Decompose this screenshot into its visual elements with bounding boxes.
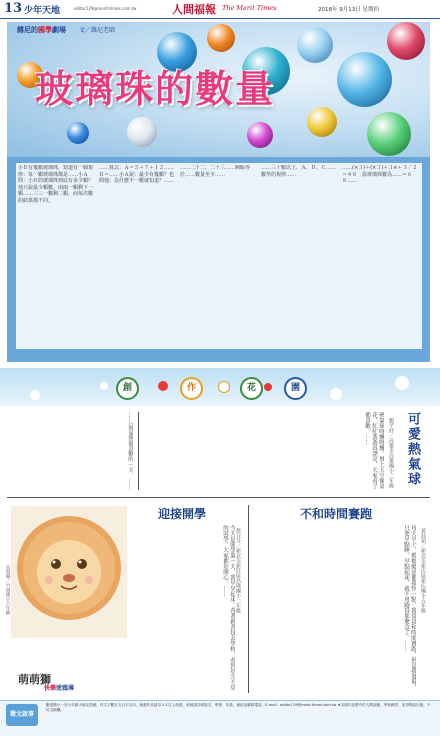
- lion-image: [11, 506, 127, 638]
- decor-dot: [158, 381, 168, 391]
- column-badge: 雜尼的國學劇場: [17, 26, 66, 34]
- article-a-text: 今天是開學第一天，我早早起床，背著新書包去學校，看到好久不見的同學，大家都好開心。……: [222, 525, 235, 690]
- section-badge: 花: [240, 377, 263, 400]
- poem-title: 可愛熱氣球: [405, 412, 420, 487]
- marble-image: [207, 24, 235, 52]
- section-title: 少年天地: [24, 6, 61, 16]
- decor-dot: [218, 381, 230, 393]
- article-b-author: 黃鈺茹／新北市新店區新店國小五年級: [420, 528, 426, 613]
- decor-dot: [100, 382, 108, 390]
- article-column: ……算式：Ａ＝５＋７＋１２……Ｂ＝……小Ａ說：最少有幾顆？也問他：為什麼不一數就知道？……: [99, 165, 175, 185]
- page-number: 13: [4, 1, 23, 16]
- article-column: ……(×３)＋(×３)＋３×＋３／２＝４８ 設玻璃珠數為……＝６８……: [342, 165, 418, 185]
- decor-dot: [264, 383, 272, 391]
- marble-image: [127, 117, 157, 147]
- marble-image: [247, 122, 273, 148]
- marble-image: [307, 107, 337, 137]
- article-b-text: 每天早上，媽媽總是催我快一點，我常常和時間賽跑，但是我發現，只要早點睡、早點起床，就不用跑得那麼急了。……: [403, 525, 416, 690]
- poem-author: 劉芊妤／高雄市高雄國小三年級: [388, 418, 394, 488]
- paper-logo-en: The Merit Times: [222, 4, 277, 12]
- article-a-title: 迎接開學: [158, 507, 207, 521]
- row-divider: [7, 497, 430, 498]
- footer-text: 歡迎國小一至六年級小朋友投稿，作文字數在五百字以內，繪畫作品請以Ａ４以上紙張，來稿請註明姓名、學校、年級、地址及聯絡電話。E-mail：editor129@merit-times.com.tw ★本版作品將刊於人間福報、學校網頁，並得集結出版，不另支稿酬。: [46, 703, 431, 712]
- article-b-title: 不和時間賽跑: [300, 507, 373, 521]
- drawing-author: 快樂塗鴉薄: [44, 685, 75, 692]
- article-a-author: 蔡宜芬／新北市新莊區昌隆國小二年級: [235, 528, 241, 613]
- article-text-area: [16, 163, 422, 349]
- article-column: ……二十二、二十三……剩餘等於……數量至少……: [180, 165, 251, 178]
- feature-author: 文／雜尼老師: [79, 27, 116, 34]
- decor-dot: [395, 376, 409, 390]
- editor-email: editor129@merit-times.com.tw: [74, 6, 137, 11]
- marble-image: [297, 27, 333, 63]
- marble-image: [367, 112, 411, 156]
- marble-image: [387, 22, 425, 60]
- paper-logo: 人間福報: [172, 3, 216, 16]
- drawing-credit: 苗栗縣／竹南國小六年級: [5, 565, 10, 615]
- section-badge: 創: [116, 377, 139, 400]
- call-for-submissions-badge: 徵文啟事: [6, 704, 38, 726]
- section-strip: [0, 368, 440, 406]
- section-badge: 園: [284, 377, 307, 400]
- feature-article: [7, 157, 430, 362]
- decor-dot: [30, 390, 40, 400]
- marble-image: [337, 52, 392, 107]
- drawing-title: 萌萌獅: [18, 673, 51, 686]
- column-divider: [138, 412, 139, 490]
- poem-text: 熱氣球呀飄呀飄，飛上天空像朵花，紅紅黃黃真漂亮，大家看了都喜歡。……: [364, 412, 384, 489]
- column-divider: [248, 505, 249, 693]
- issue-date: 2018年 9月13日 星期四: [318, 7, 379, 13]
- article-column: ……三十顆以上、Ａ、Ｂ、Ｃ……數學的規律……: [261, 165, 337, 178]
- decor-dot: [330, 388, 342, 400]
- feature-banner: [7, 22, 430, 157]
- article-column: 小Ｂ有幾顆玻璃珠，知道有一個規律：每一顆玻璃珠都是……小Ａ問：小Ｂ的玻璃珠到底有多少顆？他只說最少顆數，兩兩一顆剩下一顆……三三一數剩二顆，而每次數的結果都不同。: [18, 165, 94, 204]
- section-badge: 作: [180, 377, 203, 400]
- marble-image: [67, 122, 89, 144]
- feature-title: 玻璃珠的數量: [35, 66, 276, 111]
- story-text: ……這是我最喜歡的一天。……: [127, 412, 133, 489]
- lion-drawing: [11, 506, 127, 638]
